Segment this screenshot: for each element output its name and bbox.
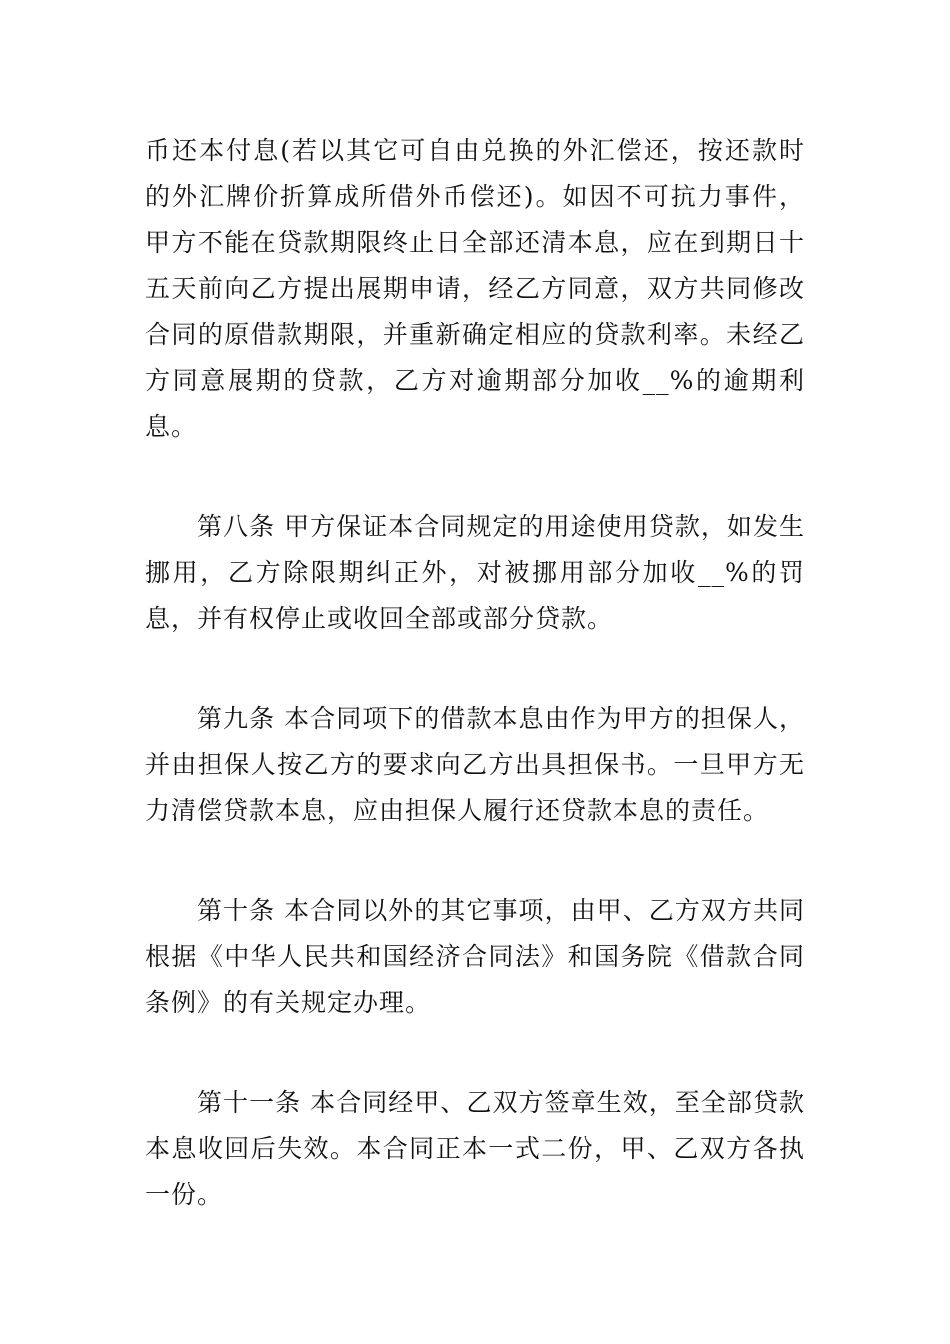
paragraph-article-9: 第九条 本合同项下的借款本息由作为甲方的担保人，并由担保人按乙方的要求向乙方出具担保书。一旦甲方无力清偿贷款本息，应由担保人履行还贷款本息的责任。 xyxy=(145,704,805,825)
paragraph-continuation: 币还本付息(若以其它可自由兑换的外汇偿还，按还款时的外汇牌价折算成所借外币偿还)。如因不可抗力事件，甲方不能在贷款期限终止日全部还清本息，应在到期日十五天前向乙方提出展期申请，经乙方同意，双方共同修改合同的原借款期限，并重新确定相应的贷款利率。未经乙方同意展期的贷款，乙方对逾期部分加收__%的逾期利息。 xyxy=(145,136,805,441)
paragraph-article-10: 第十条 本合同以外的其它事项，由甲、乙方双方共同根据《中华人民共和国经济合同法》和国务院《借款合同条例》的有关规定办理。 xyxy=(145,896,805,1017)
paragraph-article-11: 第十一条 本合同经甲、乙双方签章生效，至全部贷款本息收回后失效。本合同正本一式二份，甲、乙双方各执一份。 xyxy=(145,1088,805,1209)
document-body xyxy=(145,128,805,1218)
paragraph-article-8: 第八条 甲方保证本合同规定的用途使用贷款，如发生挪用，乙方除限期纠正外，对被挪用部分加收__%的罚息，并有权停止或收回全部或部分贷款。 xyxy=(145,512,805,633)
